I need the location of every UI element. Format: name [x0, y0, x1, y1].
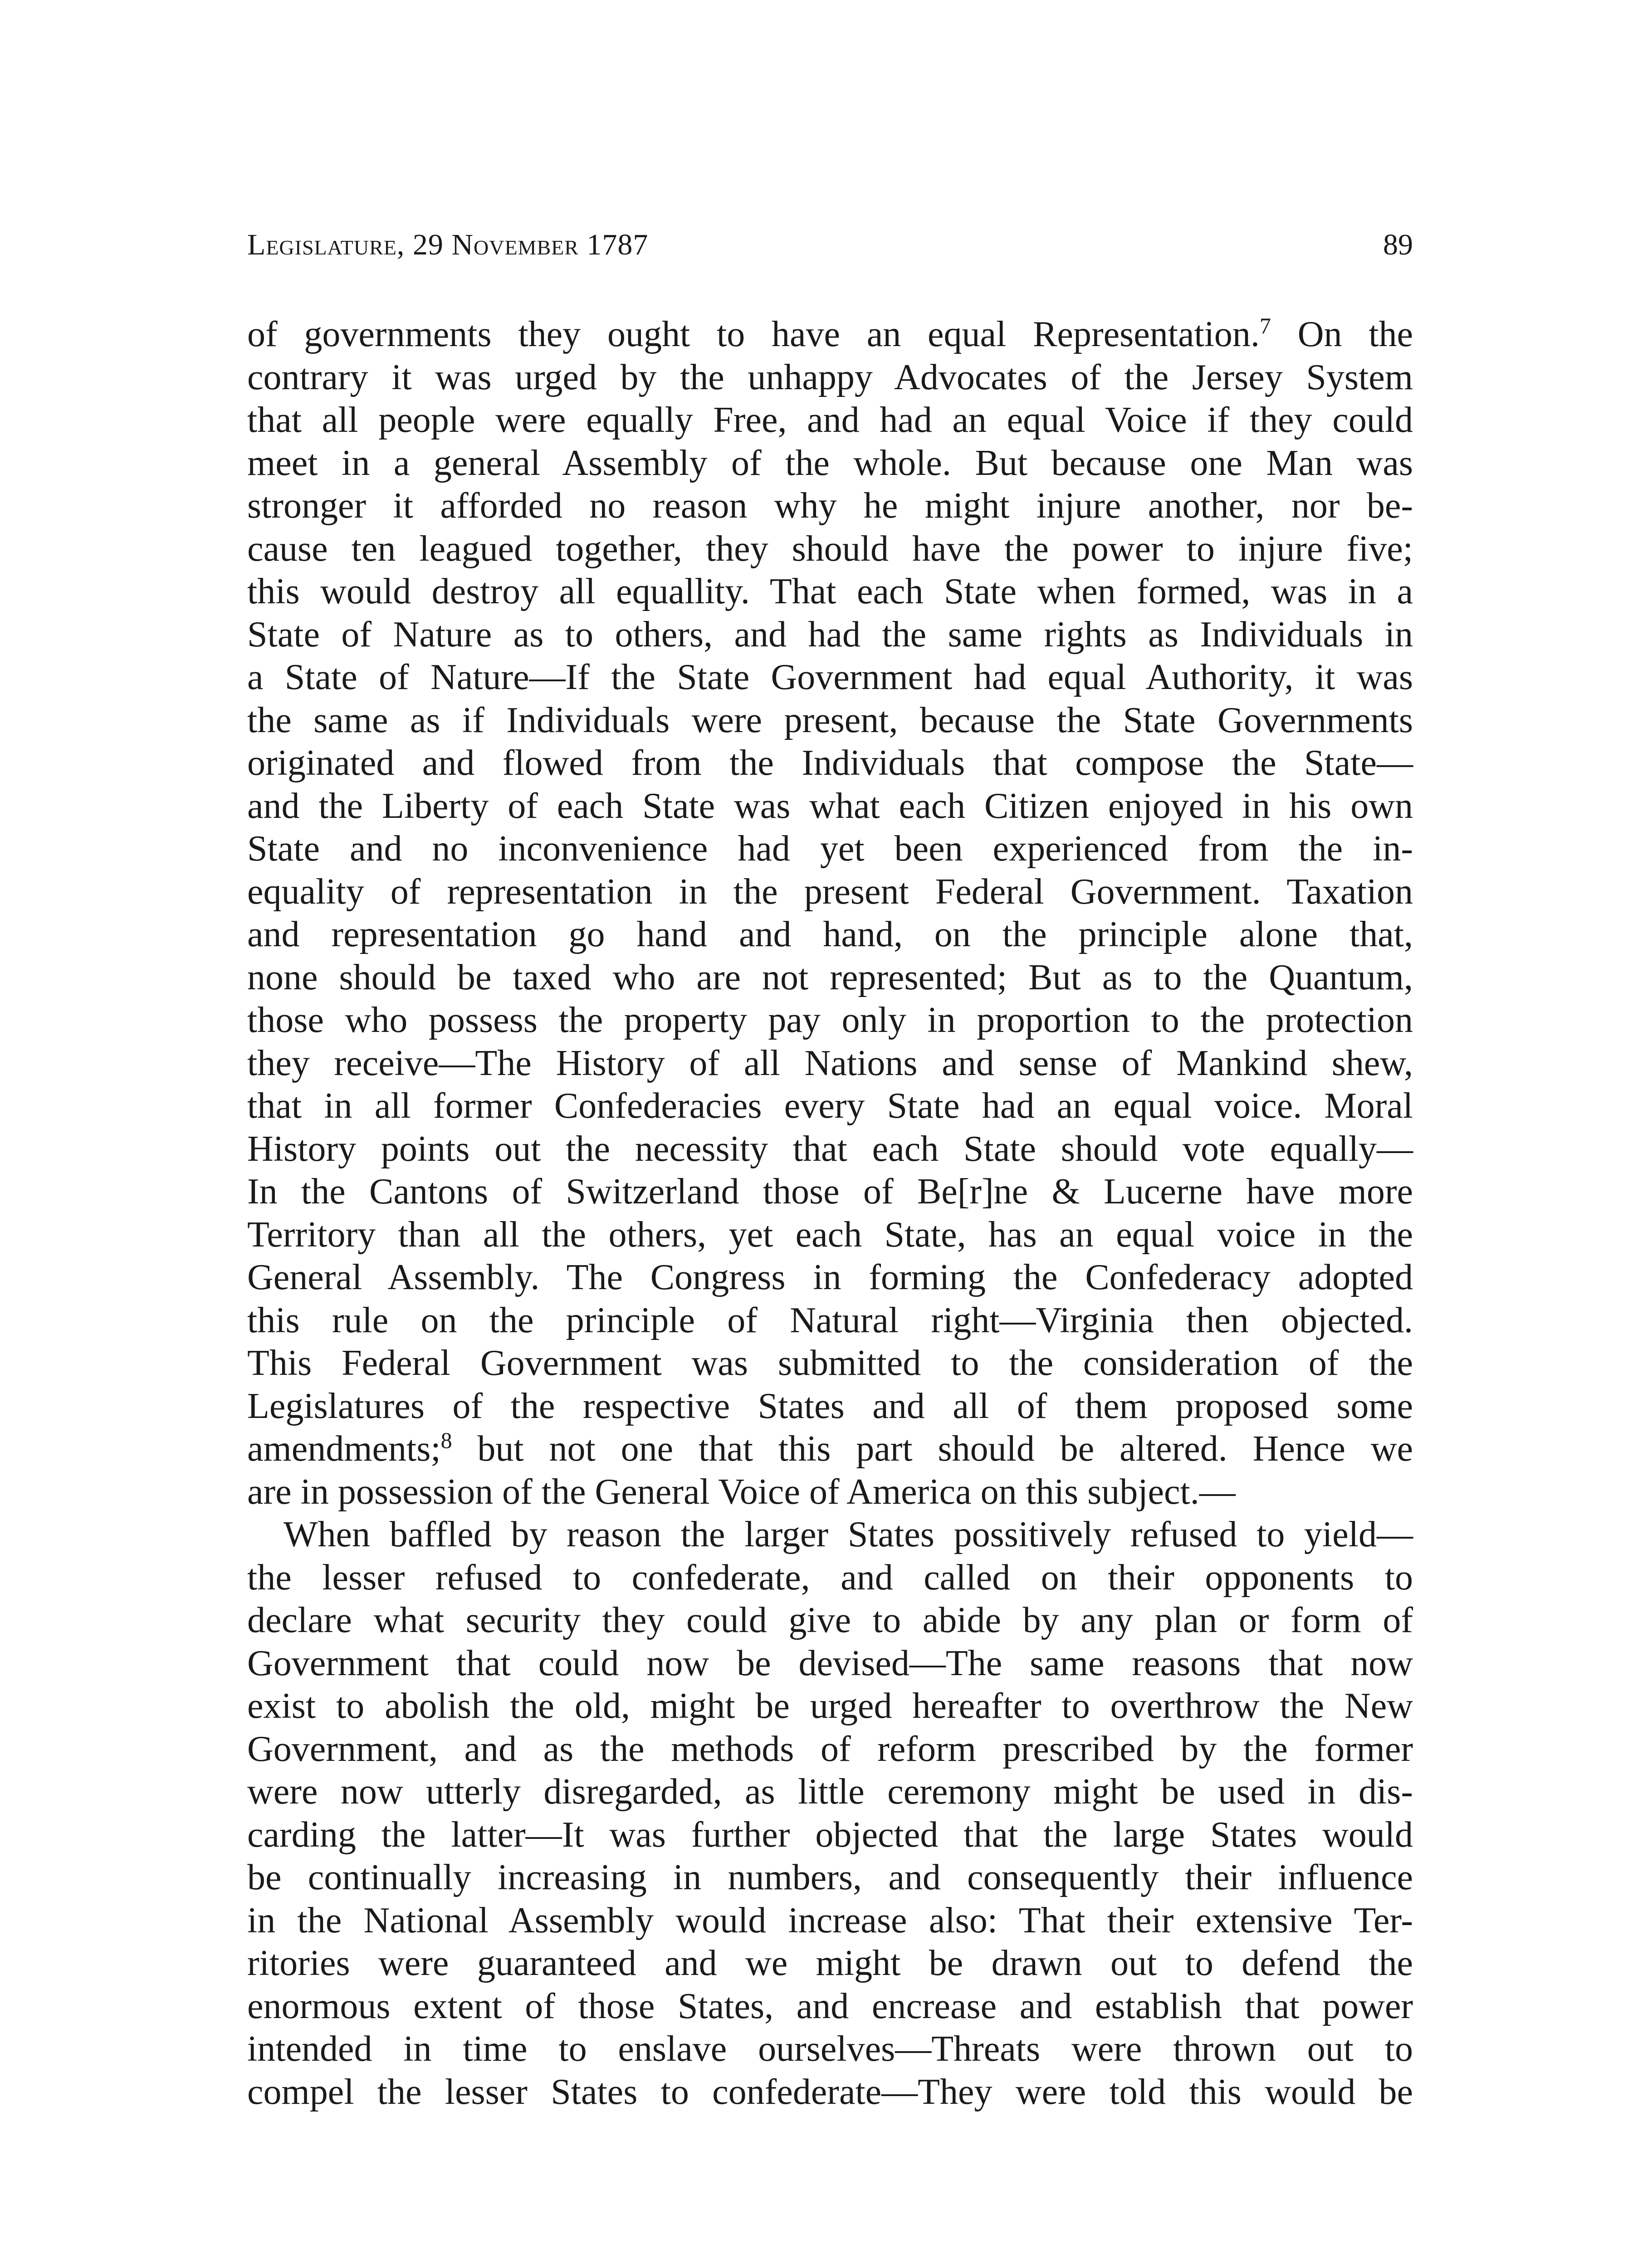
text-line: none should be taxed who are not represented; But as to the Quantum,	[247, 957, 1413, 997]
page-number: 89	[1383, 228, 1413, 261]
text-line: stronger it afforded no reason why he might injure another, nor be-	[247, 486, 1413, 526]
text-line: Government that could now be devised—The same reasons that now	[247, 1643, 1413, 1683]
text-line: and the Liberty of each State was what each Citizen enjoyed in his own	[247, 786, 1413, 826]
text-line: State of Nature as to others, and had the same rights as Individuals in	[247, 614, 1413, 655]
text-line: this rule on the principle of Natural right—Virginia then objected.	[247, 1300, 1413, 1340]
text-line: History points out the necessity that each State should vote equally—	[247, 1129, 1413, 1169]
footnote-ref: 8	[440, 1427, 452, 1453]
text-line: were now utterly disregarded, as little ceremony might be used in dis-	[247, 1772, 1413, 1812]
text-line: amendments;$^8$ but not one that this part should be altered. Hence we	[247, 1427, 1413, 1469]
text-line: Legislatures of the respective States and all of them proposed some	[247, 1386, 1413, 1426]
text-line: this would destroy all equallity. That each State when formed, was in a	[247, 572, 1413, 611]
text-line: and representation go hand and hand, on the principle alone that,	[247, 914, 1413, 954]
text-line: equality of representation in the present Federal Government. Taxation	[247, 871, 1413, 912]
text-line: ritories were guaranteed and we might be drawn out to defend the	[247, 1943, 1413, 1983]
text-line: General Assembly. The Congress in forming the Confederacy adopted	[247, 1257, 1413, 1297]
text-line: declare what security they could give to abide by any plan or form of	[247, 1600, 1413, 1640]
text-line: exist to abolish the old, might be urged hereafter to overthrow the New	[247, 1686, 1413, 1726]
text-line: carding the latter—It was further objected that the large States would	[247, 1814, 1413, 1855]
text-line: contrary it was urged by the unhappy Advocates of the Jersey System	[247, 357, 1413, 397]
running-title: Legislature, 29 November 1787	[247, 228, 649, 261]
text-line: originated and flowed from the Individuals that compose the State—	[247, 743, 1413, 783]
text-line: are in possession of the General Voice of America on this subject.—	[247, 1471, 1236, 1512]
text-line: cause ten leagued together, they should have the power to injure five;	[247, 528, 1413, 569]
text-line: that all people were equally Free, and had an equal Voice if they could	[247, 400, 1413, 440]
footnote-ref: 7	[1259, 313, 1271, 338]
running-head	[247, 222, 1413, 277]
text-line: intended in time to enslave ourselves—Threats were thrown out to	[247, 2029, 1413, 2069]
text-line: the lesser refused to confederate, and called on their opponents to	[247, 1557, 1413, 1598]
text-line: the same as if Individuals were present, because the State Governments	[247, 700, 1413, 740]
text-line: they receive—The History of all Nations and sense of Mankind shew,	[247, 1043, 1413, 1083]
text-line: meet in a general Assembly of the whole. But because one Man was	[247, 443, 1413, 483]
text-line: of governments they ought to have an equal Representation.$^7$ On the	[247, 313, 1413, 354]
text-line: compel the lesser States to confederate—They were told this would be	[247, 2072, 1413, 2112]
text-line: those who possess the property pay only in proportion to the protection	[247, 1000, 1413, 1040]
text-line: When baffled by reason the larger States possitively refused to yield—	[284, 1515, 1413, 1554]
text-line: Territory than all the others, yet each State, has an equal voice in the	[247, 1214, 1413, 1255]
text-line: in the National Assembly would increase also: That their extensive Ter-	[247, 1900, 1413, 1941]
text-line: a State of Nature—If the State Government had equal Authority, it was	[247, 657, 1413, 697]
text-line: enormous extent of those States, and encrease and establish that power	[247, 1986, 1413, 2026]
text-line: Government, and as the methods of reform prescribed by the former	[247, 1729, 1413, 1769]
text-line: In the Cantons of Switzerland those of Be[r]ne & Lucerne have more	[247, 1172, 1413, 1212]
text-line: that in all former Confederacies every State had an equal voice. Moral	[247, 1086, 1413, 1126]
body-text	[247, 313, 1413, 2113]
text-line: be continually increasing in numbers, and consequently their influence	[247, 1857, 1413, 1897]
text-line: This Federal Government was submitted to the consideration of the	[247, 1343, 1413, 1383]
text-line: State and no inconvenience had yet been experienced from the in-	[247, 829, 1413, 869]
